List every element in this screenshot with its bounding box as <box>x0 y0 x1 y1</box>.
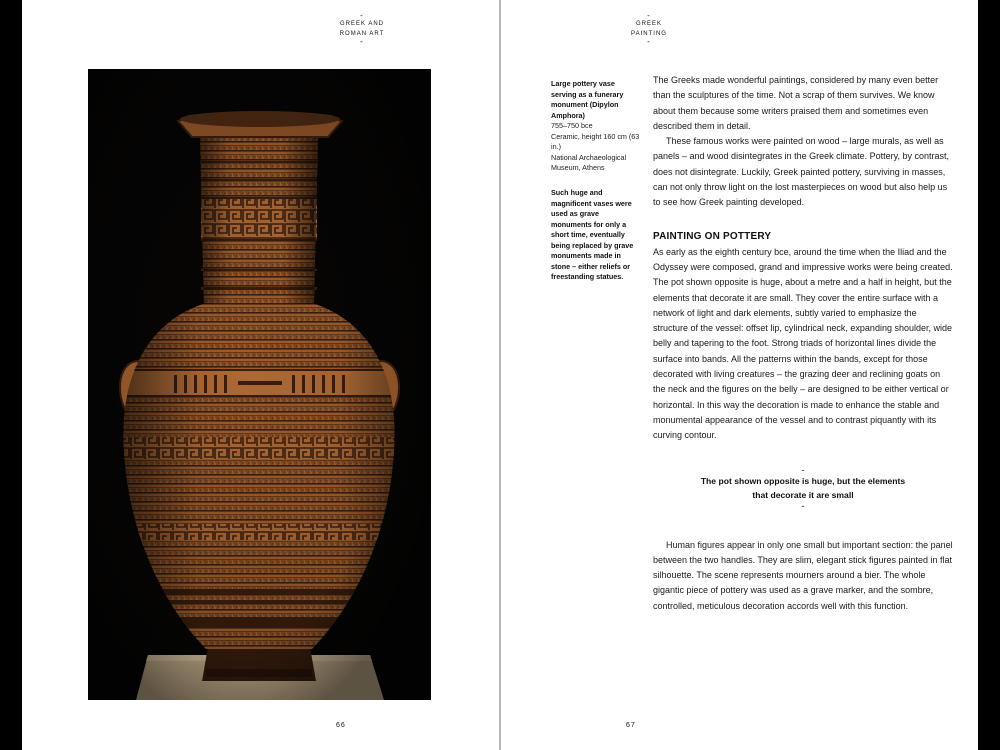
vase-photograph <box>88 69 431 700</box>
right-page <box>501 0 978 750</box>
amphora-illustration <box>88 69 431 700</box>
paragraph-figures: Human figures appear in only one small but important section: the panel between the two handles. They are slim, elegant stick figures painted in flat silhouette. The scene represents mourners around a bier. The whole gigantic piece of pottery was used as a grave marker, and the sombre, controlled, meticulous decoration accords well with this function. <box>653 539 953 611</box>
page-number-right: 67 <box>626 722 636 729</box>
ornament-dash: - <box>647 37 651 46</box>
caption-date: 755–750 bce <box>551 121 593 130</box>
pull-quote-line-1: The pot shown opposite is huge, but the elements <box>700 475 906 486</box>
caption-medium: Ceramic, height 160 cm (63 in.) <box>551 131 640 151</box>
paragraph-pottery: As early as the eighth century bce, around the time when the Iliad and the Odyssey were composed, grand and impressive works were being created. The pot shown opposite is huge, about a metre and a half in height, but the elements that decorate it are small. They cover the entire surface with a network of light and dark elements, subtly varied to emphasize the structure of the vessel: offset lip, cylindrical neck, expanding shoulder, wide belly and tapering to the foot. Strong triads of horizontal lines divide the surface into bands. All the patterns within the bands, except for those decorated with living creatures – the grazing deer and reclining goats on the neck and the figures on the belly – are designed to be either vertical or horizontal. In this way the decoration is made to enhance the stable and monumental appearance of the vessel and to contrast piquantly with its curving contour. <box>653 246 953 441</box>
running-head-left <box>312 13 412 45</box>
page-number-left: 66 <box>336 722 346 729</box>
running-head-line-1: GREEK <box>635 21 662 27</box>
ornament-dash: - <box>360 37 364 46</box>
ornament-dash: - <box>801 500 805 511</box>
running-head-line-2: ROMAN ART <box>339 31 385 37</box>
paragraph-intro: The Greeks made wonderful paintings, considered by many even better than the sculptures of the time. Not a scrap of them survives. We know about them because some writers praised them and sometimes even described them in detail. <box>653 75 939 131</box>
caption-location: National Archaeological Museum, Athens <box>551 152 627 172</box>
caption-note-text: Such huge and magnificent vases were used as grave monuments for only a short time, eventually being replaced by grave monuments made in stone – either reliefs or freestanding statues. <box>551 188 634 281</box>
running-head-line-1: GREEK AND <box>339 21 384 27</box>
left-page <box>22 0 499 750</box>
running-head-line-2: PAINTING <box>631 31 667 37</box>
image-caption <box>551 79 641 174</box>
ornament-dash: - <box>360 11 364 20</box>
section-heading: PAINTING ON POTTERY <box>653 230 772 242</box>
pull-quote-line-2: that decorate it are small <box>752 489 854 500</box>
ornament-dash: - <box>647 11 651 20</box>
body-text <box>653 73 953 614</box>
ornament-dash: - <box>801 464 805 475</box>
caption-title: Large pottery vase serving as a funerary monument (Dipylon Amphora) <box>551 79 624 120</box>
paragraph-wood: These famous works were painted on wood – large murals, as well as panels – and wood disintegrates in the Greek climate. Pottery, by contrast, does not disintegrate. Luckily, Greek painted pottery, surviving in masses, can not only throw light on the lost masterpieces on wood but also help us to see how Greek painting developed. <box>653 136 949 208</box>
running-head-right <box>599 13 699 45</box>
pull-quote <box>653 466 953 510</box>
caption-note <box>551 188 641 283</box>
